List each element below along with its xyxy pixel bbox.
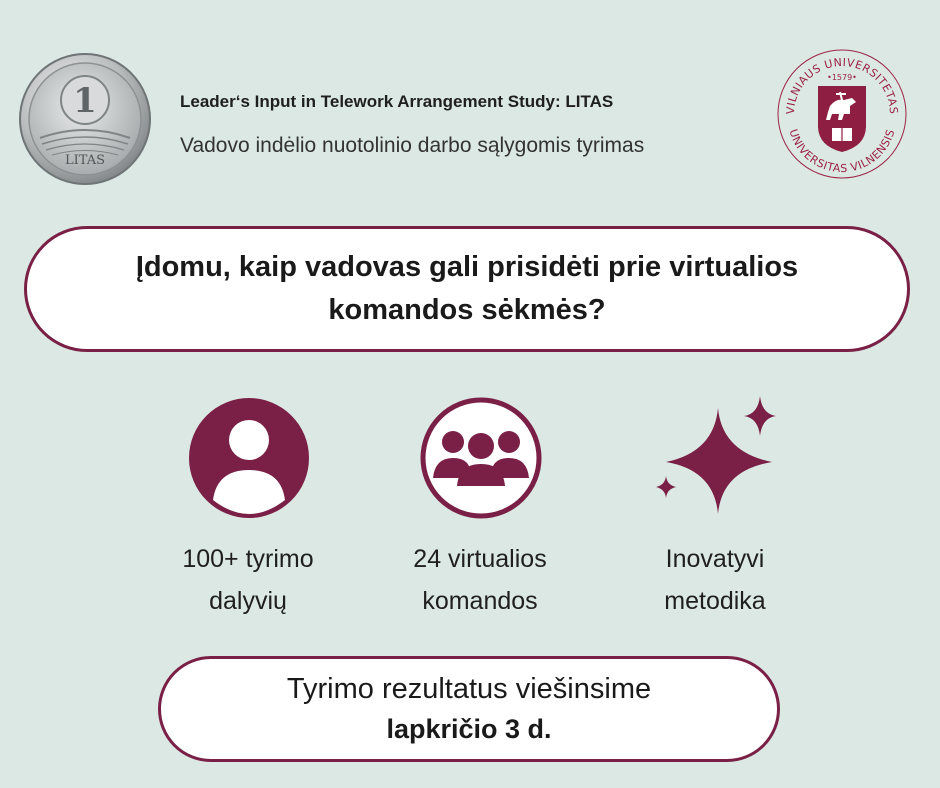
stat-line-2: komandos bbox=[422, 587, 538, 615]
question-text bbox=[57, 246, 877, 332]
stat-teams bbox=[370, 538, 590, 622]
group-icon bbox=[419, 396, 543, 520]
study-title-lithuanian: Vadovo indėlio nuotolinio darbo sąlygomis tyrimas bbox=[180, 134, 645, 157]
stat-line-2: metodika bbox=[664, 587, 766, 615]
stat-methodology bbox=[605, 538, 825, 622]
svg-text:•1579•: •1579• bbox=[827, 73, 857, 82]
vilnius-university-seal-logo bbox=[776, 48, 908, 180]
question-line-2: komandos sėkmės? bbox=[328, 294, 606, 326]
litas-coin-logo bbox=[18, 52, 152, 186]
results-text: Tyrimo rezultatus viešinsime bbox=[286, 673, 652, 705]
stat-line-1: 100+ tyrimo bbox=[182, 545, 314, 573]
svg-text:VILNIAUS UNIVERSITETAS: VILNIAUS UNIVERSITETAS bbox=[783, 55, 901, 115]
svg-text:LITAS: LITAS bbox=[64, 153, 106, 168]
results-announcement-banner bbox=[158, 656, 780, 762]
results-date: lapkričio 3 d. bbox=[386, 714, 552, 744]
svg-text:UNIVERSITAS VILNENSIS: UNIVERSITAS VILNENSIS bbox=[786, 127, 898, 176]
stat-line-1: 24 virtualios bbox=[413, 545, 547, 573]
person-icon bbox=[187, 396, 311, 520]
stat-line-1: Inovatyvi bbox=[665, 545, 765, 573]
stat-participants bbox=[138, 538, 358, 622]
sparkles-icon bbox=[652, 396, 782, 520]
question-banner bbox=[24, 226, 910, 352]
svg-text:1: 1 bbox=[73, 81, 97, 121]
question-line-1: Įdomu, kaip vadovas gali prisidėti prie virtualios bbox=[135, 251, 799, 283]
study-title-english: Leader‘s Input in Telework Arrangement Study: LITAS bbox=[180, 92, 614, 111]
stat-line-2: dalyvių bbox=[209, 587, 287, 615]
